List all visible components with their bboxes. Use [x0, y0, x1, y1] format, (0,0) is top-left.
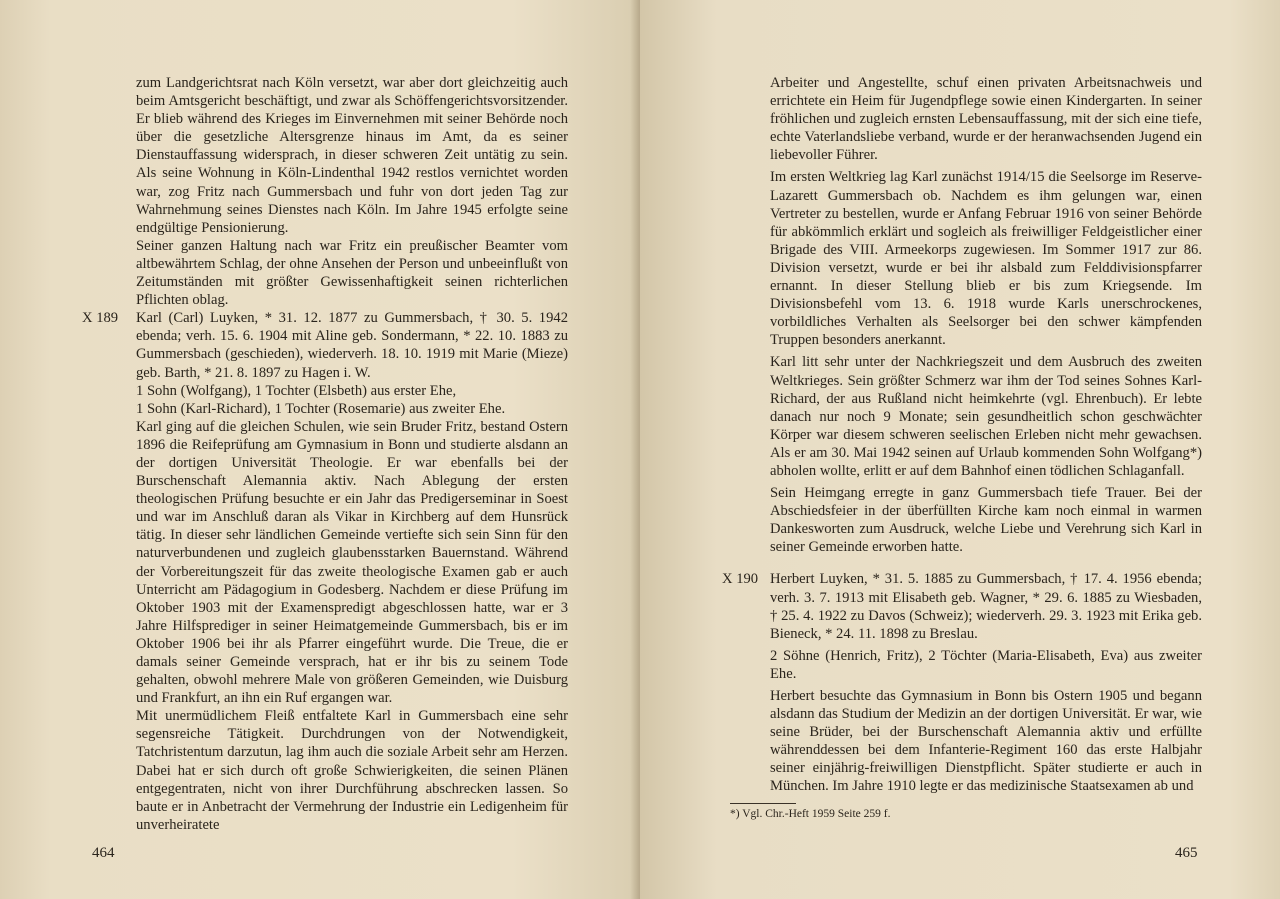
- page-number: 465: [1175, 845, 1198, 861]
- right-page-text: [722, 74, 1202, 796]
- paragraph: 2 Söhne (Henrich, Fritz), 2 Töchter (Maria-Elisabeth, Eva) aus zweiter Ehe.: [770, 647, 1202, 682]
- right-page: [640, 0, 1280, 899]
- page-number: 464: [92, 845, 115, 861]
- paragraph: 1 Sohn (Wolfgang), 1 Tochter (Elsbeth) aus erster Ehe,: [136, 382, 457, 399]
- paragraph: Seiner ganzen Haltung nach war Fritz ein preußischer Beamter vom altbewährtem Schlag, der ohne Ansehen der Person und unbeeinflußt von Zeitumständen mit größter Gewissenhaftigkeit seinen richterlichen Pflichten oblag.: [136, 237, 568, 309]
- footnote: *) Vgl. Chr.-Heft 1959 Seite 259 f.: [730, 808, 891, 820]
- genealogy-entry-x190: [722, 570, 1202, 642]
- entry-marker: X 190: [722, 571, 759, 588]
- paragraph: Arbeiter und Angestellte, schuf einen privaten Arbeitsnachweis und errichtete ein Heim für Jugendpflege sowie einen Kindergarten. In seiner fröhlichen und zugleich ernsten Lebensauffassung, mit der sich eine tiefe, echte Vaterlandsliebe verband, wurde er der heranwachsenden Jugend ein liebevoller Führer.: [770, 75, 1202, 164]
- entry-marker: X 189: [82, 310, 119, 327]
- paragraph: Karl litt sehr unter der Nachkriegszeit und dem Ausbruch des zweiten Weltkrieges. Sein größter Schmerz war ihm der Tod seines Sohnes Karl-Richard, der aus Rußland nicht heimkehrte (vgl. Ehrenbuch). Er lebte danach nur noch 9 Monate; sein gesundheitlich schon geschwächter Körper war diesem schweren seelischen Erleben nicht mehr gewachsen. Als er am 30. Mai 1942 seinen auf Urlaub kommenden Sohn Wolfgang*) abholen wollte, erlitt er auf dem Bahnhof einen tödlichen Schlaganfall.: [770, 354, 1202, 479]
- paragraph: Im ersten Weltkrieg lag Karl zunächst 1914/15 die Seelsorge im Reserve-Lazarett Gummersbach ob. Nachdem es ihm gelungen war, einen Vertreter zu bestellen, wurde er Anfang Februar 1916 von seiner Behörde für abkömmlich erklärt und sogleich als freiwilliger Feldgeistlicher einer Brigade des VIII. Armeekorps zugewiesen. Im Sommer 1917 zur 86. Division versetzt, wurde er bei ihr alsbald zum Felddivisionspfarrer ernannt. In dieser Stellung blieb er bis zum Kriegsende. Im Divisionsbefehl vom 13. 6. 1918 wurde Karls unerschrockenes, vorbildliches Verhalten als Seelsorger bei den schwer kämpfenden Truppen besonders anerkannt.: [770, 169, 1202, 349]
- paragraph: zum Landgerichtsrat nach Köln versetzt, war aber dort gleichzeitig auch beim Amtsgericht beschäftigt, und zwar als Schöffengerichtsvorsitzender. Er blieb während des Krieges im Einvernehmen mit seiner Behörde noch über die gesetzliche Altersgrenze hinaus im Amt, da es seiner Dienstauffassung widersprach, in dieser schweren Zeit untätig zu sein. Als seine Wohnung in Köln-Lindenthal 1942 restlos vernichtet worden war, zog Fritz nach Gummersbach und fuhr von dort jeden Tag zur Wahrnehmung seines Dienstes nach Köln. Im Jahre 1945 erfolgte seine endgültige Pensionierung.: [136, 75, 568, 236]
- left-page-text: [82, 74, 568, 834]
- genealogy-entry-x189: [82, 309, 568, 381]
- footnote-rule: [730, 803, 796, 804]
- paragraph: Sein Heimgang erregte in ganz Gummersbach tiefe Trauer. Bei der Abschiedsfeier in der überfüllten Kirche kam noch einmal in warmen Dankesworten zum Ausdruck, welche Liebe und Verehrung sich Karl in seiner Gemeinde erworben hatte.: [770, 485, 1202, 556]
- paragraph: Herbert besuchte das Gymnasium in Bonn bis Ostern 1905 und begann alsdann das Studium der Medizin an der dortigen Universität. Er war, wie seine Brüder, bei der Burschenschaft Alemannia aktiv und erfüllte währenddessen bei dem Infanterie-Regiment 160 das erste Halbjahr seiner einjährig-freiwilligen Dienstpflicht. Später studierte er auch in München. Im Jahre 1910 legte er das medizinische Staatsexamen ab und: [770, 688, 1202, 795]
- entry-heading-text: Karl (Carl) Luyken, * 31. 12. 1877 zu Gummersbach, † 30. 5. 1942 ebenda; verh. 15. 6. 1904 mit Aline geb. Sondermann, * 22. 10. 1883 zu Gummersbach (geschieden), wiederverh. 18. 10. 1919 mit Marie (Mieze) geb. Barth, * 21. 8. 1897 zu Hagen i. W.: [136, 310, 568, 381]
- paragraph: Karl ging auf die gleichen Schulen, wie sein Bruder Fritz, bestand Ostern 1896 die Reifeprüfung am Gymnasium in Bonn und studierte alsdann an der dortigen Universität Theologie. Er war ebenfalls bei der Burschenschaft Alemannia aktiv. Nach Ablegung der ersten theologischen Prüfung besuchte er ein Jahr das Predigerseminar in Soest und war im Anschluß daran als Vikar in Kirchberg auf dem Hunsrück tätig. In dieser sehr ländlichen Gemeinde vertiefte sich sein Sinn für den naturverbundenen und zugleich glaubensstarken Bauernstand. Während der Vorbereitungszeit für das zweite theologische Examen gab er auch Unterricht am Pädagogium in Godesberg. Nachdem er diese Prüfung im Oktober 1903 mit der Examenspredigt abgeschlossen hatte, war er 3 Jahre Hilfsprediger in seiner Heimatgemeinde Gummersbach, bis er im Oktober 1906 bei ihr als Pfarrer eingeführt wurde. Die Treue, die er damals seiner Gemeinde versprach, hat er ihr bis zu seinem Tode gehalten, obwohl mehrere Male von größeren Gemeinden, wie Duisburg und Frankfurt, an ihn ein Ruf ergangen war.: [136, 418, 568, 707]
- paragraph: Mit unermüdlichem Fleiß entfaltete Karl in Gummersbach eine sehr segensreiche Tätigkeit. Durchdrungen von der Notwendigkeit, Tatchristentum darzutun, lag ihm auch die soziale Arbeit sehr am Herzen. Dabei hat er sich durch oft große Schwierigkeiten, die seinen Plänen entgegentraten, nicht von ihrer Durchführung abschrecken lassen. So baute er in Anbetracht der Vermehrung der Industrie ein Ledigenheim für unverheiratete: [136, 708, 568, 833]
- entry-heading-text: Herbert Luyken, * 31. 5. 1885 zu Gummersbach, † 17. 4. 1956 ebenda; verh. 3. 7. 1913 mit Elisabeth geb. Wagner, * 29. 6. 1885 zu Wiesbaden, † 25. 4. 1922 zu Davos (Schweiz); wiederverh. 29. 3. 1923 mit Erika geb. Bieneck, * 24. 11. 1898 zu Breslau.: [770, 571, 1202, 642]
- paragraph: 1 Sohn (Karl-Richard), 1 Tochter (Rosemarie) aus zweiter Ehe.: [136, 400, 506, 417]
